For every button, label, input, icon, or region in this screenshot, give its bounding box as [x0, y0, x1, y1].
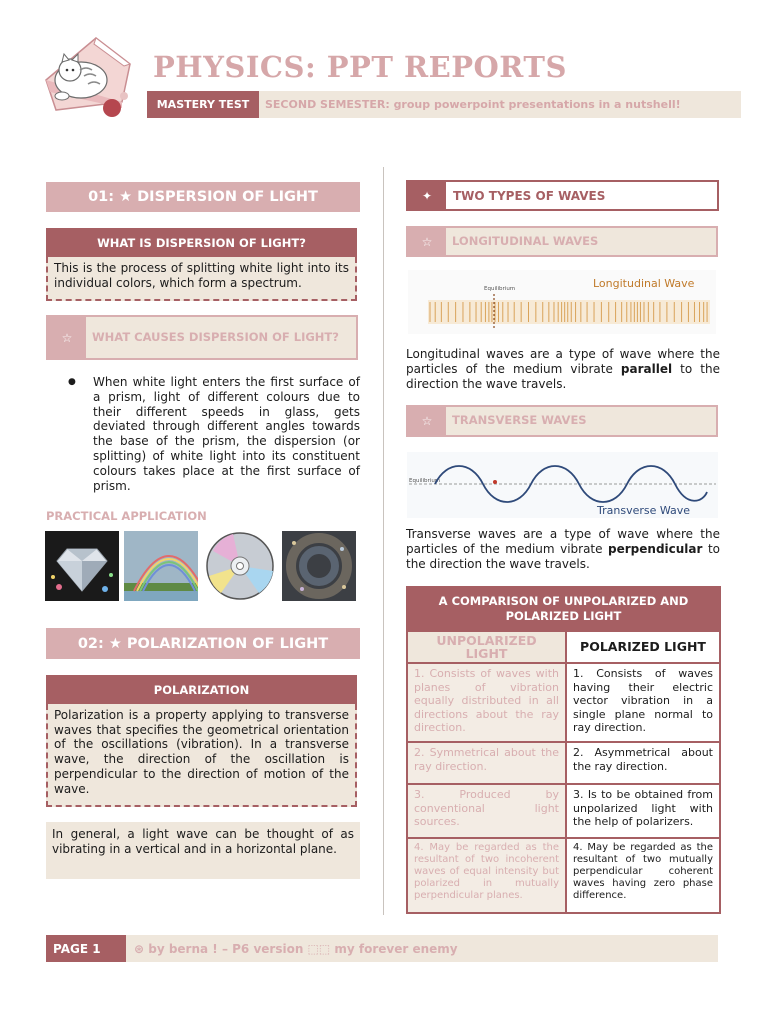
cd-disc-image	[203, 531, 277, 601]
transverse-heading	[406, 405, 718, 437]
section-dispersion-title: 01: ★ DISPERSION OF LIGHT	[46, 182, 360, 212]
subtitle-bar: SECOND SEMESTER: group powerpoint presentations in a nutshell!	[259, 91, 741, 118]
footer-credit: ⊛ by berna ! – P6 version ⬚⬚ my forever enemy	[126, 935, 718, 962]
star-icon: ☆	[408, 228, 446, 255]
longitudinal-description: Longitudinal waves are a type of wave where the particles of the medium vibrate parallel to the direction the wave travels.	[406, 347, 720, 391]
rainbow-image	[124, 531, 198, 601]
table-cell: 3. Is to be obtained from unpolarized light with the help of polarizers.	[567, 785, 719, 837]
comparison-table-title: A COMPARISON OF UNPOLARIZED AND POLARIZED LIGHT	[408, 588, 719, 630]
cat-cake-logo	[26, 30, 138, 120]
section-polarization-title: 02: ★ POLARIZATION OF LIGHT	[46, 628, 360, 659]
table-row	[408, 783, 719, 837]
long-equilibrium-label: Equilibrium	[484, 286, 516, 292]
table-cell: 2. Symmetrical about the ray direction.	[408, 743, 567, 783]
two-types-label: TWO TYPES OF WAVES	[453, 188, 606, 203]
longitudinal-wave-diagram	[408, 270, 716, 334]
causes-bullet-list	[68, 375, 360, 493]
transverse-wave-diagram	[407, 452, 718, 518]
longitudinal-label: LONGITUDINAL WAVES	[446, 228, 716, 255]
trans-equilibrium-label: Equilibrium	[409, 478, 441, 484]
mastery-test-tag: MASTERY TEST	[147, 91, 259, 118]
table-cell: 4. May be regarded as the resultant of two incoherent waves of equal intensity but polarized in mutually perpendicular planes.	[408, 839, 567, 912]
table-row	[408, 741, 719, 783]
transverse-description: Transverse waves are a type of wave where the particles of the medium vibrate perpendicular to the direction the wave travels.	[406, 527, 720, 571]
what-is-dispersion-heading: WHAT IS DISPERSION OF LIGHT?	[46, 228, 357, 257]
table-cell: 3. Produced by conventional light sources.	[408, 785, 567, 837]
unpolarized-column-header: UNPOLARIZED LIGHT	[408, 632, 567, 662]
polarized-column-header: POLARIZED LIGHT	[567, 632, 719, 662]
star-icon: ☆	[408, 407, 446, 435]
long-wave-title: Longitudinal Wave	[593, 277, 695, 290]
two-types-heading	[406, 180, 719, 211]
trans-wave-title: Transverse Wave	[597, 504, 691, 517]
page-title: PHYSICS: PPT REPORTS	[153, 50, 567, 84]
list-item: ● When white light enters the first surface of a prism, light of different colours due to their different speeds in glass, gets deviated through different angles towards the base of the prism, the dispersion (or splitting) of white light into its constituent colours takes place at the first surface of prism.	[68, 375, 360, 493]
polarization-heading: POLARIZATION	[46, 675, 357, 704]
table-row	[408, 837, 719, 912]
diamond-image	[45, 531, 119, 601]
what-is-dispersion-text: This is the process of splitting white light into its individual colors, which form a spectrum.	[46, 257, 357, 301]
causes-dispersion-heading	[46, 315, 358, 360]
page-number-tag: PAGE 1	[46, 935, 126, 962]
table-cell: 2. Asymmetrical about the ray direction.	[567, 743, 719, 783]
sparkle-icon: ✦	[408, 182, 446, 209]
transverse-label: TRANSVERSE WAVES	[446, 407, 716, 435]
column-divider	[383, 167, 384, 915]
polarization-text: Polarization is a property applying to transverse waves that specifies the geometrical orientation of the oscillations (vibration). In a transverse wave, the direction of the oscillation is perpendicular to the direction of motion of the wave.	[46, 704, 357, 807]
general-light-wave-text: In general, a light wave can be thought of as vibrating in a vertical and in a horizontal plane.	[46, 822, 360, 879]
star-icon: ☆	[48, 317, 86, 358]
longitudinal-heading	[406, 226, 718, 257]
practical-application-label: PRACTICAL APPLICATION	[46, 509, 207, 523]
comparison-table	[406, 586, 721, 914]
table-header-row	[408, 630, 719, 662]
causes-dispersion-label: WHAT CAUSES DISPERSION OF LIGHT?	[86, 317, 356, 358]
table-cell: 1. Consists of waves with planes of vibration equally distributed in all directions about the ray direction.	[408, 664, 567, 741]
table-cell: 1. Consists of waves having their electric vector vibration in a single plane normal to ray direction.	[567, 664, 719, 741]
glitter-image	[282, 531, 356, 601]
table-cell: 4. May be regarded as the resultant of two mutually perpendicular coherent waves having zero phase difference.	[567, 839, 719, 912]
table-row	[408, 662, 719, 741]
